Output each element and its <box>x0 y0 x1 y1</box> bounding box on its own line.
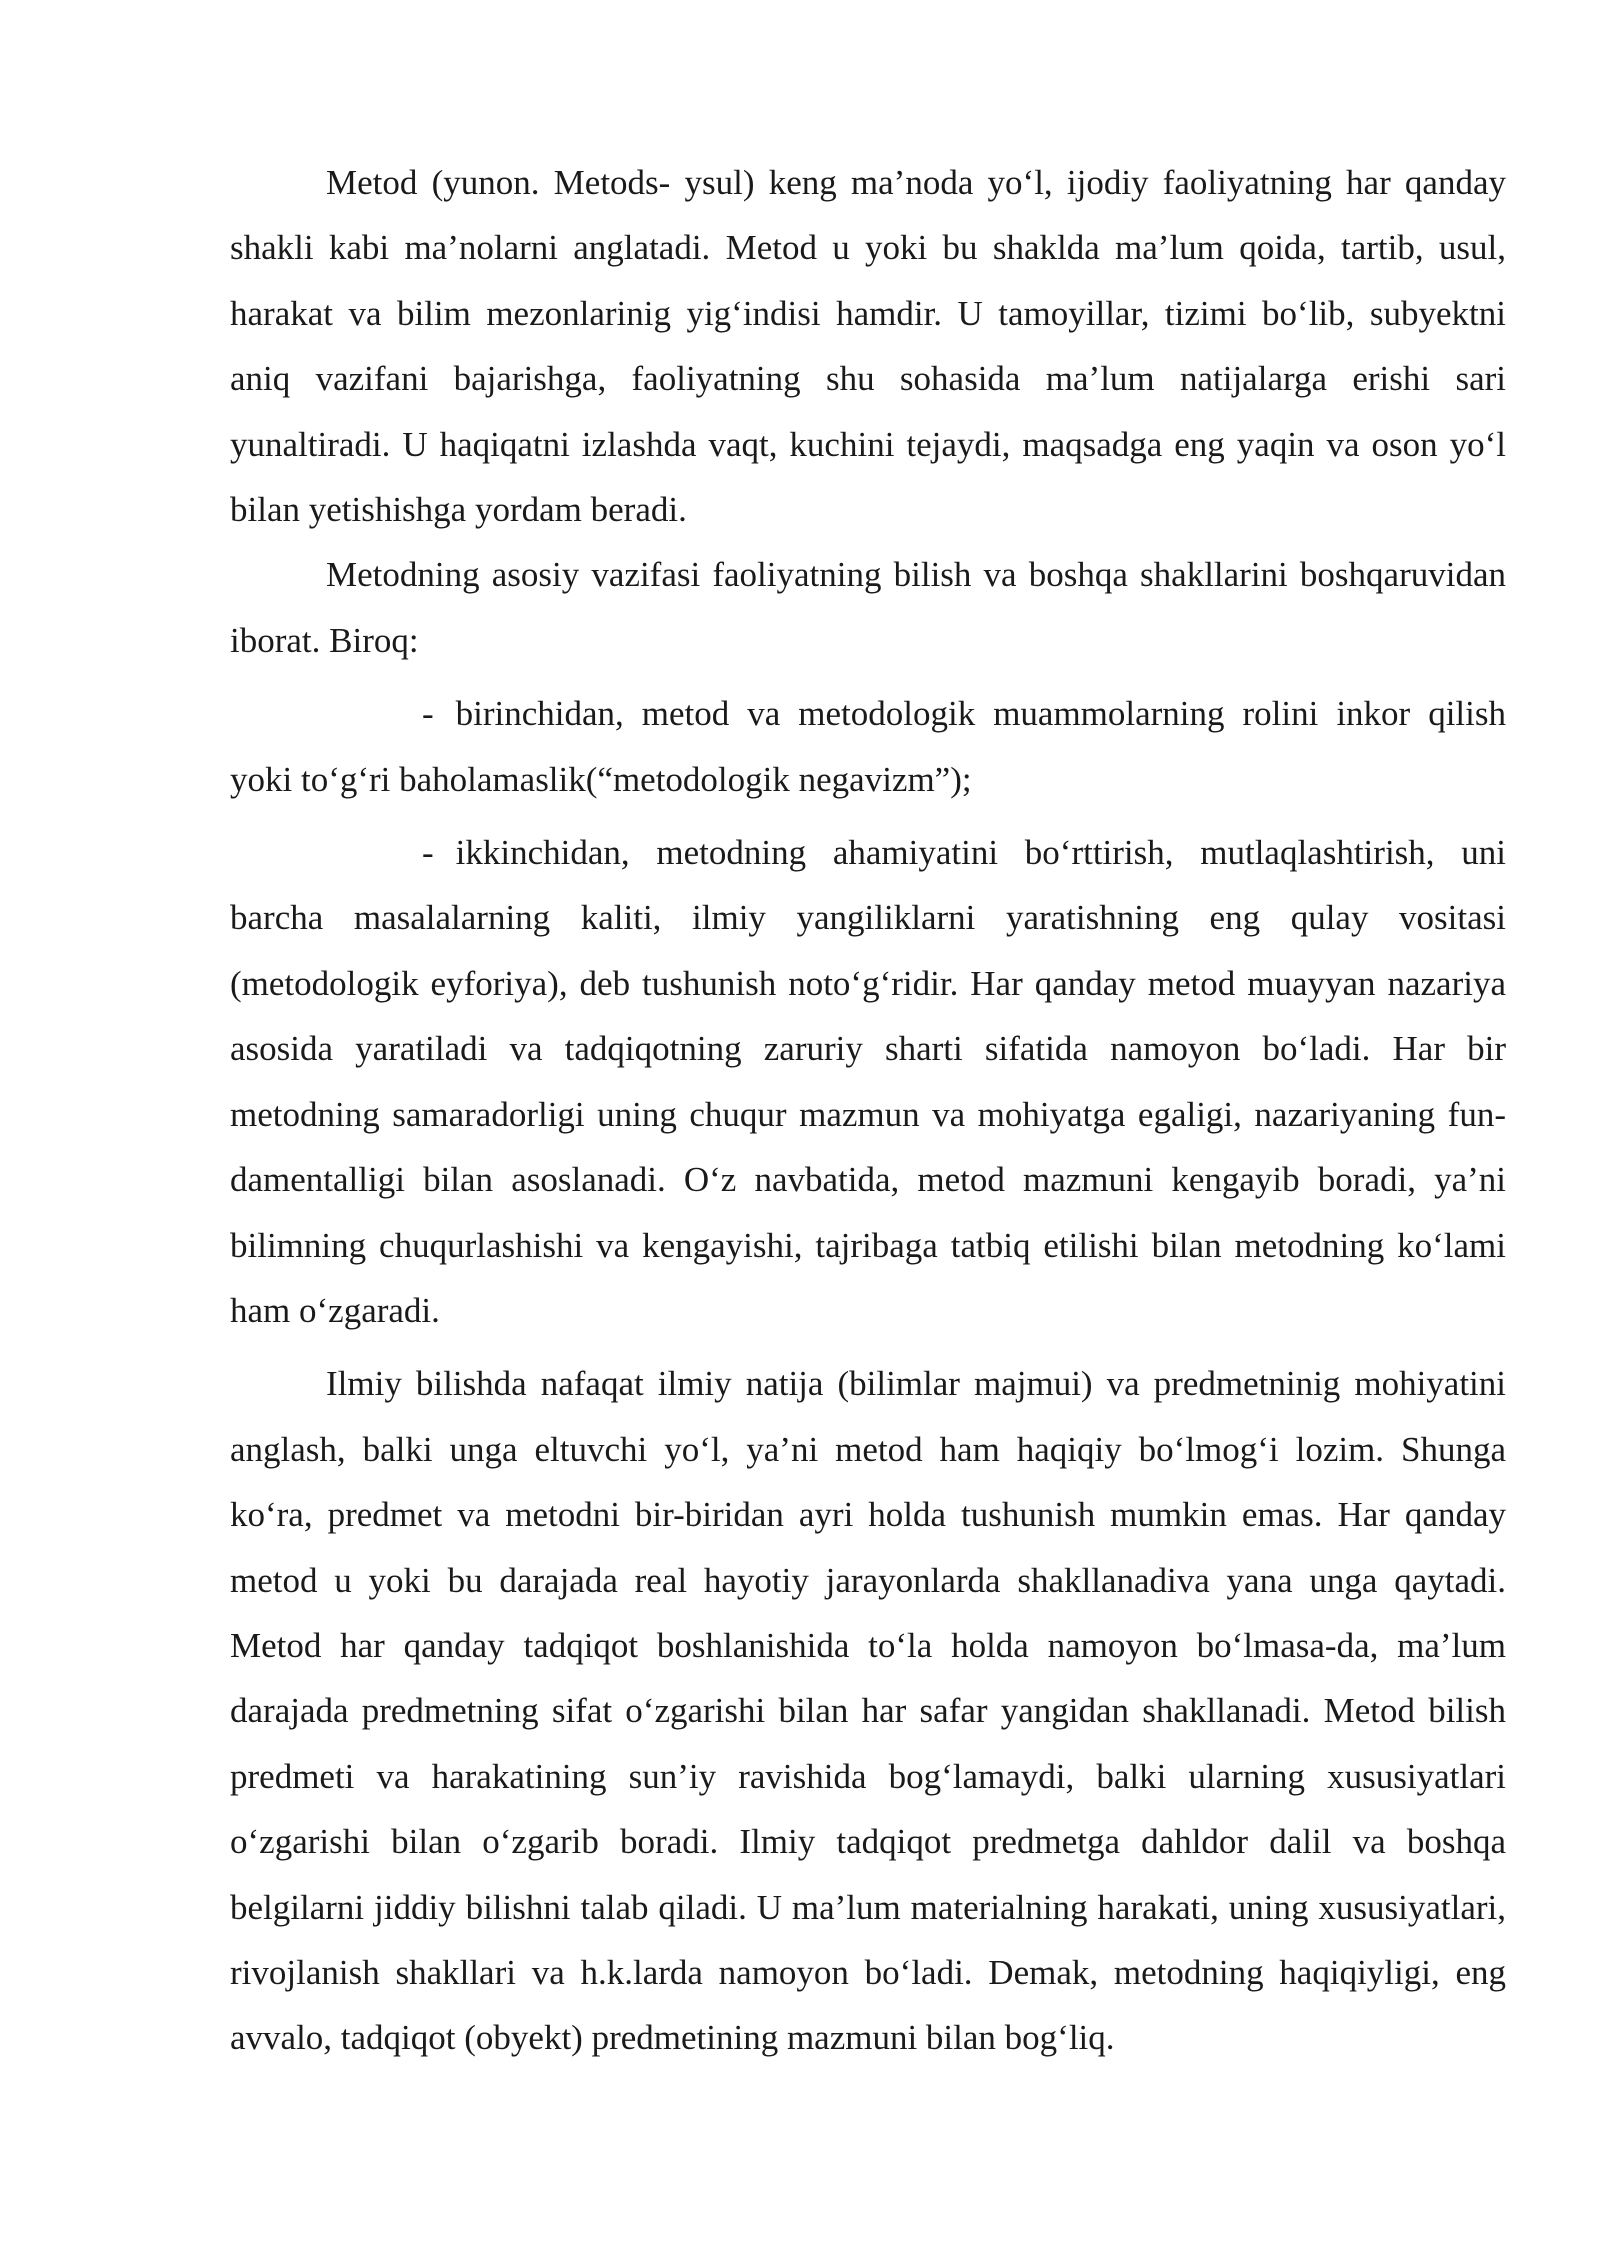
bullet-item <box>230 681 1506 812</box>
paragraph-metod-definition: Metod (yunon. Metods- ysul) keng ma’noda yo‘l, ijodiy faoliyatning har qanday shakli kabi ma’nolarni anglatadi. Metod u yoki bu shaklda ma’lum qoida, tartib, usul, harakat va bilim mezonlarinig yig‘indisi hamdir. U tamoyillar, tizimi bo‘lib, subyektni aniq vazifani bajarishga, faoliyatning shu sohasida ma’lum natijalarga erishi sari yunaltiradi. U haqiqatni izlashda vaqt, kuchini tejaydi, maqsadga eng yaqin va oson yo‘l bilan yetishishga yordam beradi. <box>230 163 1506 530</box>
bullet-dash: - <box>422 833 434 873</box>
bullet-dash: - <box>422 694 434 734</box>
paragraph-scientific-knowledge: Ilmiy bilishda nafaqat ilmiy natija (bilimlar majmui) va predmetninig mohiyatini anglash, balki unga eltuvchi yo‘l, ya’ni metod ham haqiqiy bo‘lmog‘i lozim. Shunga ko‘ra, predmet va metodni bir-biridan ayri holda tushunish mumkin emas. Har qanday metod u yoki bu darajada real hayotiy jarayonlarda shakllanadiva yana unga qaytadi. Metod har qanday tadqiqot boshlanishida to‘la holda namoyon bo‘lmasa-da, ma’lum darajada predmetning sifat o‘zgarishi bilan har safar yangidan shakllanadi. Metod bilish predmeti va harakatining sun’iy ravishida bog‘lamaydi, balki ularning xususiyatlari o‘zgarishi bilan o‘zgarib boradi. Ilmiy tadqiqot predmetga dahldor dalil va boshqa belgilarni jiddiy bilishni talab qiladi. U ma’lum materialning harakati, uning xususiyatlari, rivojlanish shakllari va h.k.larda namoyon bo‘ladi. Demak, metodning haqiqiyligi, eng avvalo, tadqiqot (obyekt) predmetining mazmuni bilan bog‘liq. <box>230 1364 1506 2058</box>
paragraph-metod-task: Metodning asosiy vazifasi faoliyatning bilish va boshqa shakllarini boshqaruvidan iborat. Biroq: <box>230 555 1506 660</box>
bullet-text: ikkinchidan, metodning ahamiyatini bo‘rttirish, mutlaqlashtirish, uni barcha masalalarning kaliti, ilmiy yangiliklarni yaratishning eng qulay vositasi (metodologik eyforiya), deb tushunish noto‘g‘ridir. Har qanday metod muayyan nazariya asosida yaratiladi va tadqiqotning zaruriy sharti sifatida namoyon bo‘ladi. Har bir metodning samaradorligi uning chuqur mazmun va mohiyatga egaligi, nazariyaning fun- damentalligi bilan asoslanadi. O‘z navbatida, metod mazmuni kengayib boradi, ya’ni bilimning chuqurlashishi va kengayishi, tajribaga tatbiq etilishi bilan metodning ko‘lami ham o‘zgaradi. <box>230 833 1506 1330</box>
bullet-item <box>230 820 1506 1343</box>
bullet-text: birinchidan, metod va metodologik muammolarning rolini inkor qilish yoki to‘g‘ri baholamaslik(“metodologik negavizm”); <box>230 694 1506 799</box>
